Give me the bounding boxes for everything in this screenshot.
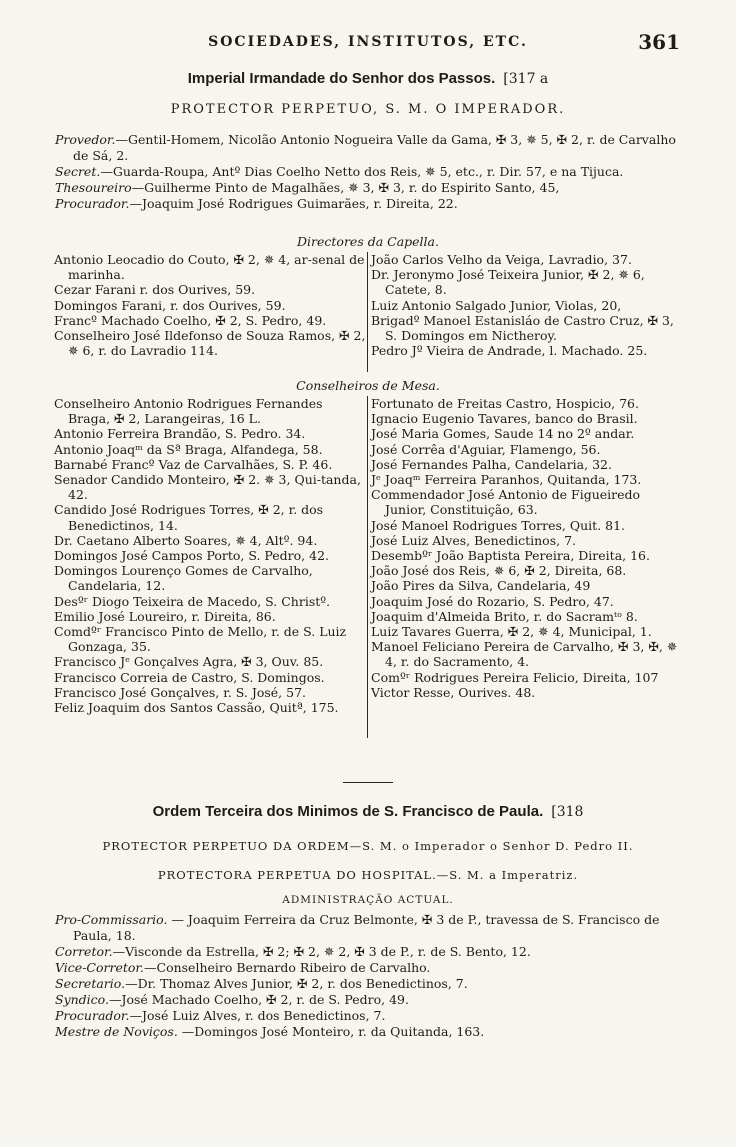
directors-heading: Directores da Capella. (297, 234, 439, 249)
council-entry: Victor Resse, Ourives. 48. (371, 684, 536, 700)
council-entry: Luiz Tavares Guerra, ✠ 2, ✵ 4, Municipal, 1. (371, 624, 652, 640)
council-columns (54, 396, 684, 756)
director-entry: Domingos Farani, r. dos Ourives, 59. (54, 297, 286, 313)
director-entry: Cezar Farani r. dos Ourives, 59. (54, 282, 256, 298)
council-entry: José Corrêa d'Aguiar, Flamengo, 56. (371, 441, 601, 457)
officer-text: —Conselheiro Bernardo Ribeiro de Carvalho. (144, 960, 431, 975)
council-entry: Joaquim José do Rozario, S. Pedro, 47. (371, 593, 614, 609)
protector-line: PROTECTOR PERPETUO, S. M. O IMPERADOR. (170, 102, 566, 117)
page-number: 361 (638, 30, 680, 54)
page-header (0, 30, 736, 56)
officer-role: Vice-Corretor. (55, 960, 144, 975)
officer-entry (55, 976, 683, 992)
officer-role: Procurador. (55, 196, 130, 211)
council-entry: Francisco Correia de Castro, S. Domingos. (54, 669, 325, 685)
director-entry: João Carlos Velho da Veiga, Lavradio, 37. (371, 252, 632, 267)
officer-text: —Gentil-Homem, Nicolão Antonio Nogueira Valle da Gama, ✠ 3, ✵ 5, ✠ 2, r. de Carvalho de Sá, 2. (73, 132, 676, 163)
section-ref: [318 (551, 804, 584, 820)
officer-role: Corretor. (55, 944, 113, 959)
officer-entry (55, 992, 683, 1008)
protector-order-line: PROTECTOR PERPETUO DA ORDEM—S. M. o Imperador o Senhor D. Pedro II. (102, 839, 634, 853)
administration-heading: ADMINISTRAÇÃO ACTUAL. (282, 894, 454, 906)
council-entry: Commendador José Antonio de Figueiredo Junior, Constituição, 63. (371, 487, 641, 518)
council-entry: Emilio José Loureiro, r. Direita, 86. (54, 608, 276, 624)
officer-text: —Joaquim José Rodrigues Guimarães, r. Direita, 22. (129, 196, 458, 211)
officer-text: —Domingos José Monteiro, r. da Quitanda, 163. (177, 1024, 485, 1039)
council-entry: José Manoel Rodrigues Torres, Quit. 81. (371, 517, 626, 533)
officer-entry (55, 1024, 683, 1040)
director-entry: Luiz Antonio Salgado Junior, Violas, 20, (371, 297, 622, 313)
council-entry: Comdºʳ Francisco Pinto de Mello, r. de S. Luiz Gonzaga, 35. (54, 624, 347, 655)
council-entry: Candido José Rodrigues Torres, ✠ 2, r. dos Benedictinos, 14. (54, 502, 324, 533)
council-entry: Dr. Caetano Alberto Soares, ✵ 4, Altº. 94. (54, 532, 318, 548)
council-entry: Domingos José Campos Porto, S. Pedro, 42. (54, 548, 330, 564)
council-entry: João José dos Reis, ✵ 6, ✠ 2, Direita, 68. (371, 563, 627, 579)
council-entry: José Fernandes Palha, Candelaria, 32. (371, 456, 612, 472)
officer-entry (55, 944, 683, 960)
officer-role: Pro-Commissario. (55, 912, 168, 927)
council-entry: Comºʳ Rodrigues Pereira Felicio, Direita, 107 (371, 669, 659, 685)
directors-left-column (54, 252, 366, 358)
council-entry: Jᵉ Joaqᵐ Ferreira Paranhos, Quitanda, 173. (371, 472, 642, 488)
administration-list (55, 912, 683, 1040)
council-entry: Antonio Ferreira Brandão, S. Pedro. 34. (54, 426, 306, 442)
section-ref: [317 a (503, 71, 549, 87)
section-title-minimos (0, 803, 736, 820)
council-entry: Francisco José Gonçalves, r. S. José, 57. (54, 684, 307, 700)
officer-text: —José Machado Coelho, ✠ 2, r. de S. Pedro, 49. (108, 992, 409, 1007)
council-left-column (54, 396, 366, 715)
council-entry: Barnabé Francº Vaz de Carvalhães, S. P. 46. (54, 456, 333, 472)
officer-entry (55, 960, 683, 976)
council-right-column (367, 396, 683, 738)
director-entry: Antonio Leocadio do Couto, ✠ 2, ✵ 4, ar-senal de marinha. (54, 252, 365, 283)
officer-entry (55, 180, 683, 196)
officer-entry (55, 196, 683, 212)
council-entry: Senador Candido Monteiro, ✠ 2. ✵ 3, Qui-tanda, 42. (54, 472, 361, 503)
council-entry: Francisco Jᵉ Gonçalves Agra, ✠ 3, Ouv. 85. (54, 654, 324, 670)
officer-text: —José Luiz Alves, r. dos Benedictinos, 7. (129, 1008, 386, 1023)
officer-text: —Dr. Thomaz Alves Junior, ✠ 2, r. dos Benedictinos, 7. (125, 976, 468, 991)
directors-right-column (367, 252, 683, 372)
officer-text: —Guilherme Pinto de Magalhães, ✵ 3, ✠ 3, r. do Espirito Santo, 45, (131, 180, 560, 195)
section-divider (343, 782, 393, 783)
officer-entry (55, 132, 683, 164)
protector-hospital-line: PROTECTORA PERPETUA DO HOSPITAL.—S. M. a Imperatriz. (157, 868, 579, 882)
council-entry: Conselheiro Antonio Rodrigues Fernandes Braga, ✠ 2, Larangeiras, 16 L. (54, 396, 323, 427)
officer-entry (55, 1008, 683, 1024)
council-entry: Joaquim d'Almeida Brito, r. do Sacramᵗᵒ 8. (371, 608, 638, 624)
officer-entry (55, 912, 683, 944)
officer-role: Thesoureiro (55, 180, 132, 195)
officer-role: Mestre de Noviços. (55, 1024, 178, 1039)
director-entry: Conselheiro José Ildefonso de Souza Ramos, ✠ 2, ✵ 6, r. do Lavradio 114. (54, 328, 366, 359)
section-title-text: Ordem Terceira dos Minimos de S. Francisco de Paula. (152, 803, 544, 820)
officer-role: Provedor. (55, 132, 116, 147)
council-heading: Conselheiros de Mesa. (296, 378, 440, 393)
council-entry: Desºʳ Diogo Teixeira de Macedo, S. Christº. (54, 593, 331, 609)
council-entry: José Maria Gomes, Saude 14 no 2º andar. (371, 426, 635, 442)
section-title-text: Imperial Irmandade do Senhor dos Passos. (187, 70, 496, 87)
officer-text: —Visconde da Estrella, ✠ 2; ✠ 2, ✵ 2, ✠ 3 de P., r. de S. Bento, 12. (112, 944, 531, 959)
officer-entry (55, 164, 683, 180)
director-entry: Pedro Jº Vieira de Andrade, l. Machado. 25. (371, 343, 648, 359)
council-entry: Fortunato de Freitas Castro, Hospicio, 76. (371, 396, 639, 411)
council-entry: Domingos Lourenço Gomes de Carvalho, Candelaria, 12. (54, 563, 313, 594)
council-entry: Antonio Joaqᵐ da Sª Braga, Alfandega, 58. (54, 441, 323, 457)
officer-role: Procurador. (55, 1008, 130, 1023)
section-title-senhor-dos-passos (0, 70, 736, 87)
director-entry: Dr. Jeronymo José Teixeira Junior, ✠ 2, ✵ 6, Catete, 8. (371, 267, 645, 298)
officers-list (55, 132, 683, 212)
council-entry: Ignacio Eugenio Tavares, banco do Brasil. (371, 411, 638, 427)
council-entry: Manoel Feliciano Pereira de Carvalho, ✠ 3, ✠, ✵ 4, r. do Sacramento, 4. (371, 639, 678, 670)
council-entry: Desembºʳ João Baptista Pereira, Direita, 16. (371, 548, 650, 564)
officer-text: —Guarda-Roupa, Antº Dias Coelho Netto dos Reis, ✵ 5, etc., r. Dir. 57, e na Tijuca. (100, 164, 624, 179)
officer-role: Secretario. (55, 976, 126, 991)
running-title: SOCIEDADES, INSTITUTOS, ETC. (208, 34, 528, 50)
council-entry: José Luiz Alves, Benedictinos, 7. (371, 532, 576, 548)
council-entry: Feliz Joaquim dos Santos Cassão, Quitª, 175. (54, 700, 339, 716)
directors-columns (54, 252, 684, 372)
director-entry: Francº Machado Coelho, ✠ 2, S. Pedro, 49. (54, 312, 327, 328)
officer-role: Secret. (55, 164, 101, 179)
officer-role: Syndico. (55, 992, 109, 1007)
officer-text: — Joaquim Ferreira da Cruz Belmonte, ✠ 3 de P., travessa de S. Francisco de Paula, 18. (73, 912, 660, 943)
council-entry: João Pires da Silva, Candelaria, 49 (371, 578, 591, 594)
director-entry: Brigadº Manoel Estanisláo de Castro Cruz, ✠ 3, S. Domingos em Nictheroy. (371, 312, 674, 344)
